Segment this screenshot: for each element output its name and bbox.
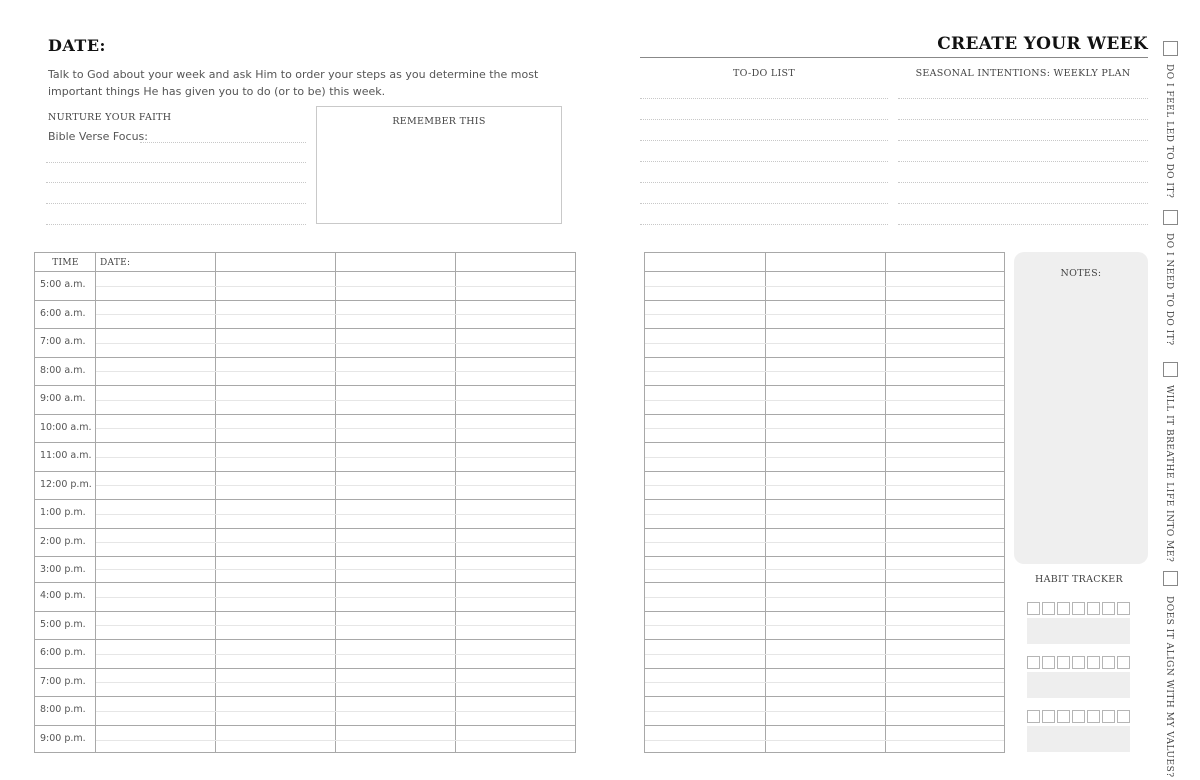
grid-row-divider bbox=[35, 442, 575, 443]
habit-checkbox[interactable] bbox=[1027, 602, 1040, 615]
faith-line[interactable] bbox=[46, 203, 306, 204]
grid-row-divider bbox=[645, 611, 1004, 612]
time-column-header: TIME bbox=[52, 258, 79, 268]
bible-verse-label: Bible Verse Focus: bbox=[48, 130, 148, 143]
half-hour-line bbox=[96, 371, 575, 372]
habit-checkbox[interactable] bbox=[1102, 710, 1115, 723]
title-divider bbox=[640, 57, 1148, 58]
nurture-faith-label: NURTURE YOUR FAITH bbox=[48, 112, 172, 123]
habit-checkbox[interactable] bbox=[1057, 656, 1070, 669]
date-title: DATE: bbox=[48, 36, 106, 55]
habit-checkbox[interactable] bbox=[1072, 656, 1085, 669]
todo-line[interactable] bbox=[640, 182, 888, 183]
check-box-led[interactable] bbox=[1163, 41, 1178, 56]
grid-row-divider bbox=[645, 668, 1004, 669]
habit-name-field[interactable] bbox=[1027, 726, 1130, 752]
notes-panel[interactable] bbox=[1014, 252, 1148, 564]
half-hour-line bbox=[645, 343, 1004, 344]
check-label-need: DO I NEED TO DO IT? bbox=[1164, 233, 1174, 346]
half-hour-line bbox=[96, 400, 575, 401]
half-hour-line bbox=[96, 711, 575, 712]
half-hour-line bbox=[96, 514, 575, 515]
grid-row-divider bbox=[645, 357, 1004, 358]
half-hour-line bbox=[96, 569, 575, 570]
habit-checkbox[interactable] bbox=[1027, 656, 1040, 669]
time-slot-label: 9:00 p.m. bbox=[40, 733, 86, 744]
grid-row-divider bbox=[35, 668, 575, 669]
seasonal-line[interactable] bbox=[898, 161, 1148, 162]
check-box-life[interactable] bbox=[1163, 362, 1178, 377]
grid-row-divider bbox=[645, 414, 1004, 415]
time-slot-label: 1:00 p.m. bbox=[40, 507, 86, 518]
schedule-grid-left bbox=[34, 252, 576, 753]
time-slot-label: 3:00 p.m. bbox=[40, 564, 86, 575]
grid-row-divider bbox=[645, 442, 1004, 443]
habit-checkbox[interactable] bbox=[1102, 602, 1115, 615]
half-hour-line bbox=[645, 711, 1004, 712]
habit-checkbox[interactable] bbox=[1087, 602, 1100, 615]
time-slot-label: 8:00 a.m. bbox=[40, 365, 86, 376]
half-hour-line bbox=[645, 514, 1004, 515]
grid-row-divider bbox=[35, 725, 575, 726]
habit-checkbox[interactable] bbox=[1102, 656, 1115, 669]
half-hour-line bbox=[645, 654, 1004, 655]
seasonal-line[interactable] bbox=[898, 119, 1148, 120]
todo-list-label: TO-DO LIST bbox=[732, 68, 795, 79]
check-label-led: DO I FEEL LED TO DO IT? bbox=[1164, 64, 1174, 199]
time-slot-label: 6:00 p.m. bbox=[40, 647, 86, 658]
habit-checkbox[interactable] bbox=[1117, 602, 1130, 615]
notes-label: NOTES: bbox=[1060, 268, 1102, 279]
seasonal-line[interactable] bbox=[898, 98, 1148, 99]
grid-row-divider bbox=[35, 556, 575, 557]
grid-row-divider bbox=[645, 271, 1004, 272]
seasonal-line[interactable] bbox=[898, 182, 1148, 183]
time-slot-label: 5:00 a.m. bbox=[40, 279, 86, 290]
schedule-grid-right bbox=[644, 252, 1005, 753]
time-slot-label: 12:00 p.m. bbox=[40, 479, 92, 490]
grid-row-divider bbox=[645, 725, 1004, 726]
grid-row-divider bbox=[35, 328, 575, 329]
seasonal-line[interactable] bbox=[898, 140, 1148, 141]
habit-name-field[interactable] bbox=[1027, 618, 1130, 644]
time-slot-label: 11:00 a.m. bbox=[40, 450, 92, 461]
half-hour-line bbox=[96, 740, 575, 741]
habit-checkbox[interactable] bbox=[1057, 710, 1070, 723]
half-hour-line bbox=[645, 428, 1004, 429]
grid-row-divider bbox=[645, 582, 1004, 583]
time-slot-label: 4:00 p.m. bbox=[40, 590, 86, 601]
todo-line[interactable] bbox=[640, 140, 888, 141]
half-hour-line bbox=[96, 343, 575, 344]
half-hour-line bbox=[96, 428, 575, 429]
intro-text: Talk to God about your week and ask Him to order your steps as you determine the most important things He has given you to do (or to be) this week. bbox=[48, 68, 539, 98]
grid-row-divider bbox=[35, 582, 575, 583]
grid-row-divider bbox=[645, 696, 1004, 697]
grid-row-divider bbox=[35, 528, 575, 529]
time-slot-label: 10:00 a.m. bbox=[40, 422, 92, 433]
half-hour-line bbox=[96, 286, 575, 287]
half-hour-line bbox=[645, 625, 1004, 626]
habit-checkbox[interactable] bbox=[1042, 602, 1055, 615]
habit-checkbox[interactable] bbox=[1117, 656, 1130, 669]
grid-row-divider bbox=[35, 471, 575, 472]
habit-name-field[interactable] bbox=[1027, 672, 1130, 698]
half-hour-line bbox=[645, 485, 1004, 486]
habit-checkbox[interactable] bbox=[1072, 602, 1085, 615]
half-hour-line bbox=[96, 625, 575, 626]
habit-checkbox[interactable] bbox=[1117, 710, 1130, 723]
todo-line[interactable] bbox=[640, 161, 888, 162]
grid-row-divider bbox=[645, 499, 1004, 500]
grid-row-divider bbox=[35, 639, 575, 640]
grid-row-divider bbox=[645, 528, 1004, 529]
todo-line[interactable] bbox=[640, 119, 888, 120]
remember-this-label: REMEMBER THIS bbox=[392, 116, 486, 127]
habit-row bbox=[1027, 602, 1130, 615]
half-hour-line bbox=[96, 542, 575, 543]
grid-row-divider bbox=[645, 639, 1004, 640]
todo-line[interactable] bbox=[640, 203, 888, 204]
grid-row-divider bbox=[35, 696, 575, 697]
time-slot-label: 8:00 p.m. bbox=[40, 704, 86, 715]
grid-row-divider bbox=[35, 499, 575, 500]
half-hour-line bbox=[96, 682, 575, 683]
check-box-need[interactable] bbox=[1163, 210, 1178, 225]
check-label-life: WILL IT BREATHE LIFE INTO ME? bbox=[1164, 385, 1174, 563]
faith-line[interactable] bbox=[46, 224, 306, 225]
grid-row-divider bbox=[645, 328, 1004, 329]
half-hour-line bbox=[645, 286, 1004, 287]
grid-row-divider bbox=[645, 556, 1004, 557]
time-slot-label: 7:00 a.m. bbox=[40, 336, 86, 347]
habit-row bbox=[1027, 656, 1130, 669]
check-label-values: DOES IT ALIGN WITH MY VALUES? bbox=[1164, 596, 1174, 778]
habit-row bbox=[1027, 710, 1130, 723]
half-hour-line bbox=[645, 542, 1004, 543]
todo-line[interactable] bbox=[640, 98, 888, 99]
faith-line[interactable] bbox=[46, 162, 306, 163]
habit-checkbox[interactable] bbox=[1042, 656, 1055, 669]
grid-row-divider bbox=[35, 611, 575, 612]
grid-row-divider bbox=[645, 385, 1004, 386]
grid-row-divider bbox=[35, 357, 575, 358]
time-slot-label: 7:00 p.m. bbox=[40, 676, 86, 687]
habit-checkbox[interactable] bbox=[1087, 656, 1100, 669]
grid-row-divider bbox=[35, 414, 575, 415]
grid-row-divider bbox=[645, 471, 1004, 472]
habit-checkbox[interactable] bbox=[1042, 710, 1055, 723]
time-slot-label: 5:00 p.m. bbox=[40, 619, 86, 630]
time-slot-label: 6:00 a.m. bbox=[40, 308, 86, 319]
todo-line[interactable] bbox=[640, 224, 888, 225]
create-your-week-title: CREATE YOUR WEEK bbox=[937, 34, 1148, 54]
grid-row-divider bbox=[35, 300, 575, 301]
verse-line[interactable] bbox=[140, 142, 306, 143]
half-hour-line bbox=[645, 597, 1004, 598]
seasonal-intentions-label: SEASONAL INTENTIONS: WEEKLY PLAN bbox=[915, 68, 1131, 79]
half-hour-line bbox=[96, 654, 575, 655]
half-hour-line bbox=[645, 371, 1004, 372]
date-column-header: DATE: bbox=[100, 258, 131, 268]
faith-line[interactable] bbox=[46, 182, 306, 183]
half-hour-line bbox=[645, 682, 1004, 683]
habit-checkbox[interactable] bbox=[1027, 710, 1040, 723]
half-hour-line bbox=[96, 485, 575, 486]
seasonal-line[interactable] bbox=[898, 203, 1148, 204]
half-hour-line bbox=[645, 400, 1004, 401]
half-hour-line bbox=[96, 597, 575, 598]
time-slot-label: 9:00 a.m. bbox=[40, 393, 86, 404]
habit-tracker-label: HABIT TRACKER bbox=[1035, 574, 1123, 585]
half-hour-line bbox=[645, 569, 1004, 570]
check-box-values[interactable] bbox=[1163, 571, 1178, 586]
grid-row-divider bbox=[645, 300, 1004, 301]
half-hour-line bbox=[96, 457, 575, 458]
habit-checkbox[interactable] bbox=[1087, 710, 1100, 723]
half-hour-line bbox=[645, 457, 1004, 458]
time-slot-label: 2:00 p.m. bbox=[40, 536, 86, 547]
half-hour-line bbox=[645, 314, 1004, 315]
grid-row-divider bbox=[35, 271, 575, 272]
grid-row-divider bbox=[35, 385, 575, 386]
habit-checkbox[interactable] bbox=[1057, 602, 1070, 615]
remember-this-box[interactable] bbox=[316, 106, 562, 224]
seasonal-line[interactable] bbox=[898, 224, 1148, 225]
habit-checkbox[interactable] bbox=[1072, 710, 1085, 723]
half-hour-line bbox=[645, 740, 1004, 741]
half-hour-line bbox=[96, 314, 575, 315]
